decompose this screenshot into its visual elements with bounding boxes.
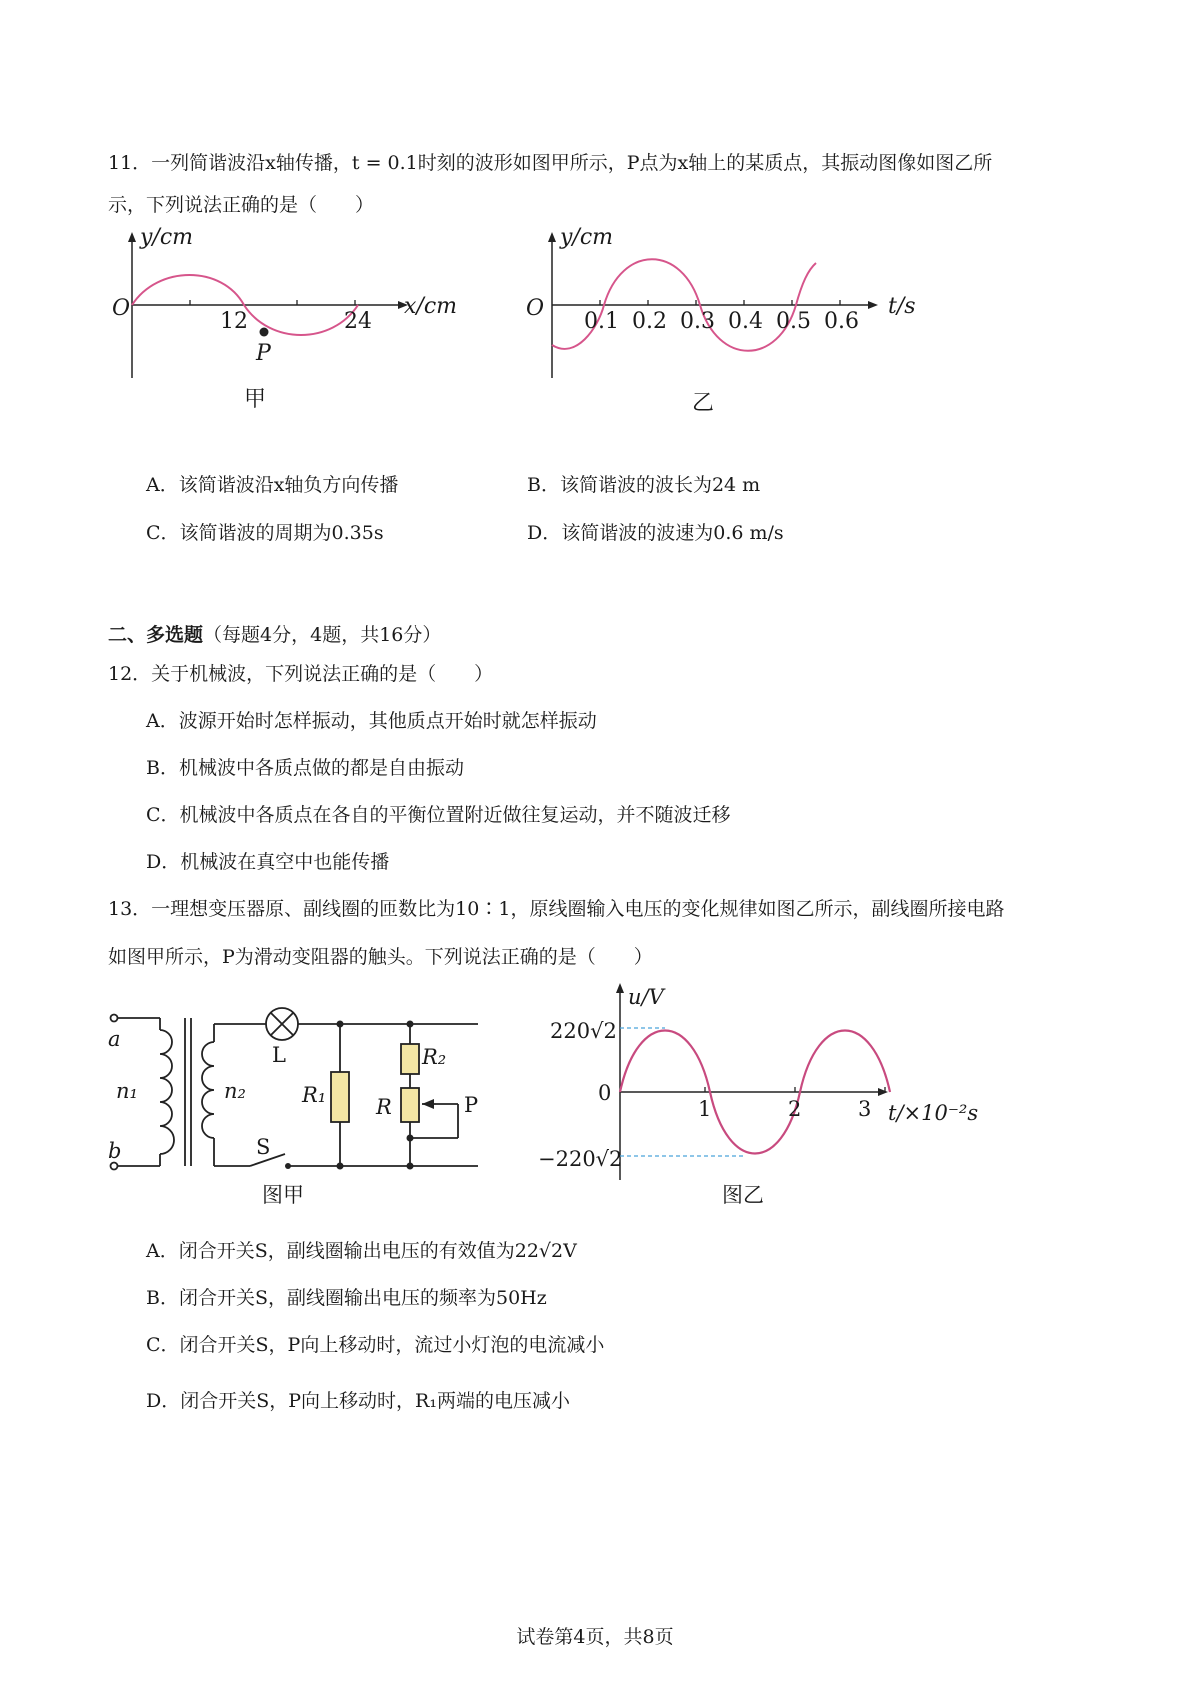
section-note: （每题4分，4题，共16分） (203, 624, 442, 646)
jia-tick-12: 12 (220, 309, 248, 334)
switch-label: S (256, 1135, 271, 1159)
t-tick: 2 (788, 1097, 802, 1121)
u-zero-label: 0 (598, 1081, 612, 1105)
t-tick: 3 (858, 1097, 872, 1121)
jia-tick-24: 24 (344, 309, 372, 334)
q11-stem-line2: 示，下列说法正确的是（ ） (108, 194, 375, 216)
r2-label: R₂ (422, 1045, 447, 1069)
jia-caption: 甲 (244, 387, 267, 412)
q13-option-d[interactable]: D．闭合开关S，P向上移动时，R₁两端的电压减小 (146, 1390, 570, 1412)
jia-point-label: P (256, 341, 271, 366)
q13-stem-line1: 13．一理想变压器原、副线圈的匝数比为10∶1，原线圈输入电压的变化规律如图乙所示，副线圈所接电路 (108, 898, 1005, 920)
voltage-caption: 图乙 (722, 1183, 764, 1207)
q11-option-b[interactable]: B．该简谐波的波长为24 m (527, 474, 761, 496)
q12-option-d[interactable]: D．机械波在真空中也能传播 (146, 851, 390, 873)
yi-tick: 0.1 (584, 309, 619, 334)
q12-stem: 12．关于机械波，下列说法正确的是（ ） (108, 663, 494, 685)
lamp-label: L (272, 1043, 286, 1067)
q13-option-c[interactable]: C．闭合开关S，P向上移动时，流过小灯泡的电流减小 (146, 1334, 605, 1356)
terminal-b-label: b (108, 1139, 122, 1163)
vibration-graph-yi (520, 225, 940, 424)
yi-caption: 乙 (692, 391, 715, 416)
q12-option-b[interactable]: B．机械波中各质点做的都是自由振动 (146, 757, 464, 779)
n1-label: n₁ (116, 1079, 138, 1103)
point-p (260, 328, 269, 337)
q11-stem-line1: 11．一列简谐波沿x轴传播，t = 0.1时刻的波形如图甲所示，P点为x轴上的某质点，其振动图像如图乙所 (108, 152, 993, 174)
yi-tick: 0.3 (680, 309, 715, 334)
jia-y-label: y/cm (140, 225, 194, 250)
section-heading (108, 620, 441, 647)
t-axis-label: t/×10⁻²s (888, 1101, 979, 1125)
yi-tick: 0.5 (776, 309, 811, 334)
jia-origin: O (112, 296, 131, 321)
q11-option-d[interactable]: D．该简谐波的波速为0.6 m/s (527, 522, 784, 544)
circuit-caption: 图甲 (262, 1183, 304, 1207)
yi-tick: 0.4 (728, 309, 763, 334)
q12-option-c[interactable]: C．机械波中各质点在各自的平衡位置附近做往复运动，并不随波迁移 (146, 804, 731, 826)
yi-x-label: t/s (888, 294, 916, 319)
r1-label: R₁ (302, 1083, 327, 1107)
voltage-graph (520, 980, 979, 1210)
u-axis-label: u/V (628, 985, 664, 1009)
t-tick: 1 (698, 1097, 712, 1121)
terminal-a-label: a (108, 1027, 121, 1051)
yi-tick: 0.2 (632, 309, 667, 334)
r-label: R (376, 1095, 392, 1119)
q13-option-b[interactable]: B．闭合开关S，副线圈输出电压的频率为50Hz (146, 1287, 547, 1309)
wave-graph-jia (100, 225, 470, 418)
q11-option-a[interactable]: A．该简谐波沿x轴负方向传播 (146, 474, 399, 496)
u-max-label: 220√2 (550, 1019, 617, 1043)
q11-option-c[interactable]: C．该简谐波的周期为0.35s (146, 522, 384, 544)
n2-label: n₂ (224, 1079, 246, 1103)
section-title: 二、多选题 (108, 624, 204, 646)
q12-option-a[interactable]: A．波源开始时怎样振动，其他质点开始时就怎样振动 (146, 710, 597, 732)
yi-tick: 0.6 (824, 309, 859, 334)
jia-x-label: x/cm (404, 294, 458, 319)
u-min-label: −220√2 (538, 1147, 623, 1171)
q13-stem-line2: 如图甲所示，P为滑动变阻器的触头。下列说法正确的是（ ） (108, 946, 653, 968)
circuit-diagram (100, 990, 500, 1210)
yi-y-label: y/cm (560, 225, 614, 250)
q13-option-a[interactable]: A．闭合开关S，副线圈输出电压的有效值为22√2V (146, 1240, 577, 1262)
page-footer: 试卷第4页，共8页 (516, 1626, 674, 1648)
slider-p-label: P (464, 1093, 479, 1117)
yi-origin: O (526, 296, 545, 321)
